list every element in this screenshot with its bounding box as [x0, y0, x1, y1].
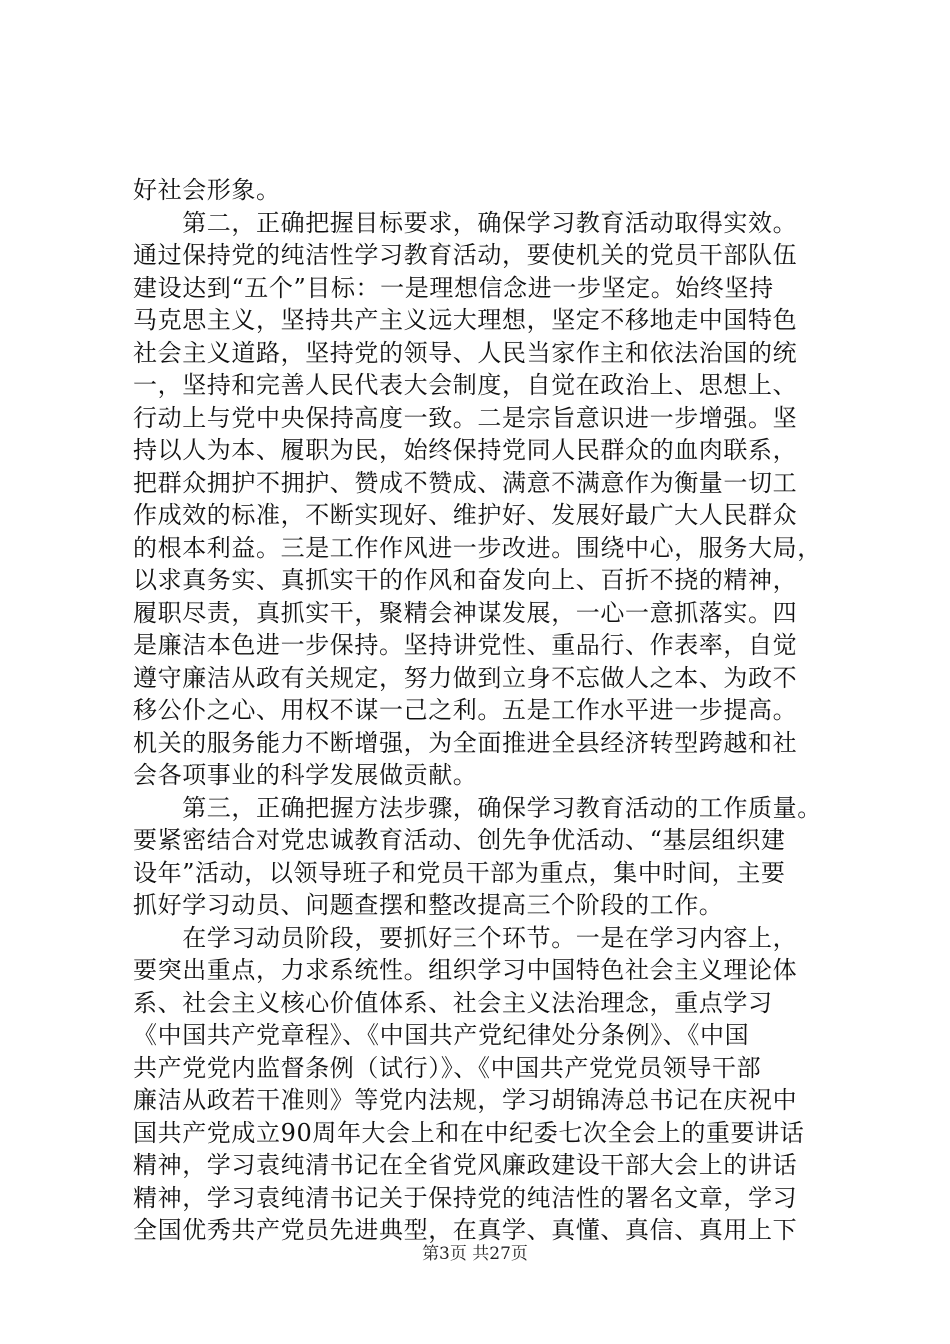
text-line: 《中国共产党章程》、《中国共产党纪律处分条例》、《中国 [133, 1021, 750, 1049]
text-line: 持以人为本、履职为民，始终保持党同人民群众的血肉联系， [133, 436, 798, 464]
text-line: 把群众拥护不拥护、赞成不赞成、满意不满意作为衡量一切工 [133, 468, 798, 497]
text-line: 履职尽责，真抓实干，聚精会神谋发展，一心一意抓落实。四 [133, 598, 798, 627]
text-line: 作成效的标准，不断实现好、维护好、发展好最广大人民群众 [133, 501, 798, 529]
body-text [133, 174, 833, 1247]
text-line: 建设达到“五个”目标：一是理想信念进一步坚定。始终坚持 [133, 273, 774, 302]
text-line: 是廉洁本色进一步保持。坚持讲党性、重品行、作表率，自觉 [133, 631, 798, 659]
text-line: 以求真务实、真抓实干的作风和奋发向上、百折不挠的精神， [133, 566, 798, 594]
text-line: 在学习动员阶段，要抓好三个环节。一是在学习内容上， [133, 923, 798, 952]
text-line: 精神，学习袁纯清书记关于保持党的纯洁性的署名文章，学习 [133, 1183, 798, 1212]
text-line: 全国优秀共产党员先进典型，在真学、真懂、真信、真用上下 [133, 1216, 798, 1244]
text-line: 的根本利益。三是工作作风进一步改进。围绕中心，服务大局， [133, 533, 822, 562]
text-line: 通过保持党的纯洁性学习教育活动，要使机关的党员干部队伍 [133, 241, 798, 269]
text-line: 设年”活动，以领导班子和党员干部为重点，集中时间，主要 [133, 858, 786, 887]
text-line: 机关的服务能力不断增强，为全面推进全县经济转型跨越和社 [133, 728, 798, 757]
text-line: 要突出重点，力求系统性。组织学习中国特色社会主义理论体 [133, 956, 798, 984]
page-footer: 第3页 共27页 [422, 1244, 528, 1264]
text-line: 抓好学习动员、问题查摆和整改提高三个阶段的工作。 [133, 891, 724, 919]
text-line: 第三，正确把握方法步骤，确保学习教育活动的工作质量。 [133, 793, 822, 822]
text-line: 系、社会主义核心价值体系、社会主义法治理念，重点学习 [133, 988, 773, 1017]
text-line: 移公仆之心、用权不谋一己之利。五是工作水平进一步提高。 [133, 696, 798, 724]
text-line: 精神，学习袁纯清书记在全省党风廉政建设干部大会上的讲话 [133, 1151, 798, 1179]
text-line: 国共产党成立90周年大会上和在中纪委七次全会上的重要讲话 [133, 1118, 805, 1147]
text-line: 会各项事业的科学发展做贡献。 [133, 761, 478, 789]
text-line: 行动上与党中央保持高度一致。二是宗旨意识进一步增强。坚 [133, 403, 798, 432]
text-line: 廉洁从政若干准则》等党内法规，学习胡锦涛总书记在庆祝中 [133, 1086, 798, 1114]
text-line: 好社会形象。 [133, 176, 281, 204]
text-line: 社会主义道路，坚持党的领导、人民当家作主和依法治国的统 [133, 338, 798, 367]
text-line: 马克思主义，坚持共产主义远大理想，坚定不移地走中国特色 [133, 306, 798, 334]
text-line: 要紧密结合对党忠诚教育活动、创先争优活动、“基层组织建 [133, 826, 786, 854]
text-line: 遵守廉洁从政有关规定，努力做到立身不忘做人之本、为政不 [133, 663, 798, 692]
text-line: 共产党党内监督条例（试行）》、《中国共产党党员领导干部 [133, 1053, 762, 1082]
text-line: 第二，正确把握目标要求，确保学习教育活动取得实效。 [133, 208, 798, 237]
text-line: 一，坚持和完善人民代表大会制度，自觉在政治上、思想上、 [133, 371, 798, 399]
